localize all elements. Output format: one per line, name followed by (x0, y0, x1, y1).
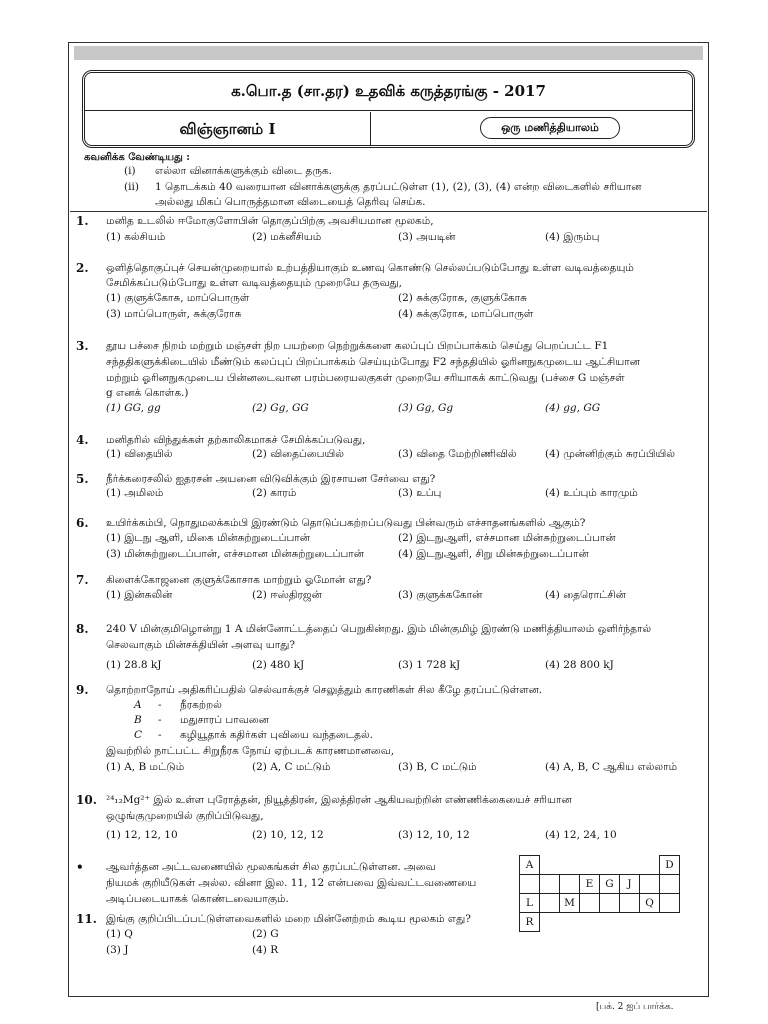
grid-cell (540, 856, 560, 875)
grid-cell: J (620, 875, 640, 894)
question-text: நீர்க்கரைசலில் ஐதரசன் அயனை விடுவிக்கும் இரசாயன சேர்வை எது? (106, 473, 436, 485)
grid-cell: R (520, 913, 540, 932)
option-1: (1) குளுக்கோசு, மாப்பொருள் (106, 292, 250, 304)
option-2: (2) Gg, GG (252, 402, 309, 414)
option-2: (2) ஈஸ்திரஜன் (252, 589, 322, 601)
option-4: (4) சுக்குரோசு, மாப்பொருள் (398, 308, 534, 320)
option-2: (2) காரம் (252, 487, 297, 499)
option-2: (2) விதைப்பையில் (252, 448, 344, 460)
question-number: 4. (76, 433, 89, 447)
question-text: 240 V மின்குமிழொன்று 1 A மின்னோட்டத்தைப் பெறுகின்றது. இம் மின்குமிழ் இரண்டு மணித்தியாலம் ஒளிர்ந்தால் (106, 623, 652, 635)
grid-cell (600, 894, 620, 913)
question-text: ஒளித்தொகுப்புச் செயன்முறையால் உற்பத்தியாகும் உணவு கொண்டு செல்லப்படும்போது உள்ள வடிவத்தையும் (106, 262, 634, 274)
instruction-text: எல்லா வினாக்களுக்கும் விடை தருக. (155, 165, 333, 177)
option-1: (1) 28.8 kJ (106, 659, 162, 671)
option-3: (3) B, C மட்டும் (398, 761, 477, 773)
question-text: ஒழுங்குமுறையில் குறிப்பிடுவது, (106, 810, 264, 822)
exam-title: க.பொ.த (சா.தர) உதவிக் கருத்தரங்கு - 2017 (85, 73, 692, 111)
statement-text: கழியூதாக் கதிர்கள் புவியை வந்தடைதல். (180, 729, 374, 741)
periodic-table-grid (519, 855, 680, 932)
question-number: 9. (76, 683, 89, 697)
subject-label: விஞ்ஞானம் I (85, 112, 371, 146)
grid-cell (660, 875, 680, 894)
option-3: (3) உப்பு (398, 487, 442, 499)
instructions-heading: கவனிக்க வேண்டியது : (84, 152, 190, 163)
grid-cell (640, 913, 660, 932)
question-number: 7. (76, 573, 89, 587)
question-text: g எனக் கொள்க.) (106, 387, 189, 399)
statement-text: மதுசாரப் பாவனை (180, 714, 269, 726)
grid-cell (600, 856, 620, 875)
question-number: 6. (76, 516, 89, 530)
option-3: (3) விதை மேற்றிணிவில் (398, 448, 517, 460)
option-4: (4) gg, GG (545, 402, 601, 414)
question-number: 10. (76, 793, 97, 807)
option-1: (1) அமிலம் (106, 487, 164, 499)
option-3: (3) மின்சுற்றுடைப்பான், எச்சமான மின்சுற்றுடைப்பான் (106, 548, 364, 560)
bullet: • (76, 860, 84, 874)
question-number: 3. (76, 339, 89, 353)
instruction-num: (ii) (124, 181, 139, 193)
statement-text: நீரகற்றல் (180, 699, 222, 711)
instruction-text: 1 தொடக்கம் 40 வரையான வினாக்களுக்கு தரப்பட்டுள்ள (1), (2), (3), (4) என்ற விடைகளில் சரியான (155, 181, 642, 193)
question-text: தூய பச்சை நிறம் மற்றும் மஞ்சள் நிற பயற்றை நெற்றுக்களை கலப்புப் பிறப்பாக்கம் செய்து பெறப்பட்ட F1 (106, 340, 609, 352)
statement-key: A (134, 699, 142, 711)
grid-cell: E (580, 875, 600, 894)
question-text: சந்ததிகளுக்கிடையில் மீண்டும் கலப்புப் பிறப்பாக்கம் செய்யும்போது F2 சந்ததியில் ஓரினநுகமுடைய ஆட்சியான (106, 356, 640, 368)
question-number: 11. (76, 912, 97, 926)
grid-cell: A (520, 856, 540, 875)
question-text: இவற்றில் நாட்பட்ட சிறுநீரக நோய் ஏற்படக் காரணமானவை, (106, 745, 395, 757)
grid-cell (640, 875, 660, 894)
option-1: (1) கல்சியம் (106, 231, 166, 243)
dash: - (158, 729, 162, 741)
option-1: (1) A, B மட்டும் (106, 761, 185, 773)
option-3: (3) Gg, Gg (398, 402, 454, 414)
option-3: (3) J (106, 944, 129, 956)
option-2: (2) G (252, 928, 279, 940)
option-3: (3) 1 728 kJ (398, 659, 461, 671)
option-1: (1) இடநு ஆளி, மிகை மின்சுற்றுடைப்பான் (106, 532, 310, 544)
option-1: (1) 12, 12, 10 (106, 829, 178, 841)
question-number: 2. (76, 261, 89, 275)
note-text: நியமக் குறியீடுகள் அல்ல. வினா இல. 11, 12 என்பவை இவ்வட்டவணையை (106, 877, 477, 889)
option-4: (4) R (252, 944, 279, 956)
duration-badge: ஒரு மணித்தியாலம் (480, 117, 620, 139)
question-number: 8. (76, 622, 89, 636)
exam-header (82, 70, 695, 148)
option-4: (4) 28 800 kJ (545, 659, 614, 671)
option-4: (4) இடநுஆளி, சிறு மின்சுற்றுடைப்பான் (398, 548, 589, 560)
grid-cell: M (560, 894, 580, 913)
grid-cell (660, 913, 680, 932)
question-text: சேமிக்கப்படும்போது உள்ள வடிவத்தையும் முறையே தருவது, (106, 277, 402, 289)
option-4: (4) இரும்பு (545, 231, 600, 243)
option-4: (4) முன்னிற்கும் சுரப்பியில் (545, 448, 675, 460)
option-2: (2) சுக்குரோசு, குளுக்கோசு (398, 292, 527, 304)
option-1: (1) Q (106, 928, 133, 940)
question-text: செலவாகும் மின்சக்தியின் அளவு யாது? (106, 639, 295, 651)
dash: - (158, 699, 162, 711)
option-2: (2) 10, 12, 12 (252, 829, 324, 841)
grid-cell (540, 894, 560, 913)
question-text: தொற்றாநோய் அதிகரிப்பதில் செல்வாக்குச் செலுத்தும் காரணிகள் சில கீழே தரப்பட்டுள்ளன. (106, 684, 543, 696)
option-1: (1) விதையில் (106, 448, 173, 460)
option-2: (2) மக்னீசியம் (252, 231, 322, 243)
option-4: (4) தைரொட்சின் (545, 589, 626, 601)
question-text: மனித உடலில் ஈமோகுளோபின் தொகுப்பிற்கு அவசியமான மூலகம், (106, 215, 434, 227)
question-text: ²⁴₁₂Mg²⁺ இல் உள்ள புரோத்தன், நியூத்திரன், இலத்திரன் ஆகியவற்றின் எண்ணிக்கையைச் சரியான (106, 794, 572, 806)
option-2: (2) A, C மட்டும் (252, 761, 331, 773)
option-1: (1) GG, gg (106, 402, 161, 414)
option-3: (3) அயடின் (398, 231, 456, 243)
grid-cell: D (660, 856, 680, 875)
note-text: ஆவர்த்தன அட்டவணையில் மூலகங்கள் சில தரப்பட்டுள்ளன. அவை (106, 861, 436, 873)
grid-cell (560, 875, 580, 894)
option-4: (4) A, B, C ஆகிய எல்லாம் (545, 761, 678, 773)
option-2: (2) 480 kJ (252, 659, 305, 671)
question-number: 1. (76, 214, 89, 228)
grid-cell (540, 875, 560, 894)
grid-cell (620, 894, 640, 913)
option-4: (4) 12, 24, 10 (545, 829, 617, 841)
question-text: உயிர்க்கம்பி, நொதுமலக்கம்பி இரண்டும் தொடுப்பகற்றப்படுவது பின்வரும் எச்சாதனங்களில் ஆகும்? (106, 517, 586, 529)
grid-cell (540, 913, 560, 932)
question-text: மனிதரில் விந்துக்கள் தற்காலிகமாகச் சேமிக்கப்படுவது, (106, 434, 366, 446)
grid-cell (580, 856, 600, 875)
question-text: கிளைக்கோஜனை குளுக்கோசாக மாற்றும் ஓமோன் எது? (106, 574, 372, 586)
grid-cell: G (600, 875, 620, 894)
option-3: (3) 12, 10, 12 (398, 829, 470, 841)
grid-cell: L (520, 894, 540, 913)
instruction-text: அல்லது மிகப் பொருத்தமான விடையைத் தெரிவு செய்க. (155, 196, 426, 208)
statement-key: B (134, 714, 142, 726)
instruction-num: (i) (124, 165, 136, 177)
note-text: அடிப்படையாகக் கொண்டவையாகும். (106, 893, 289, 905)
grid-cell: Q (640, 894, 660, 913)
grid-cell (580, 913, 600, 932)
statement-key: C (134, 729, 143, 741)
grid-cell (560, 856, 580, 875)
question-text: மற்றும் ஓரினநுகமுடைய பின்னடைவான பரம்பரையலகுகள் முறையே சரியாகக் காட்டுவது (பச்சை G மஞ்சள் (106, 372, 625, 384)
page-footer: [பக். 2 ஐப் பார்க்க. (596, 1002, 674, 1012)
grid-cell (640, 856, 660, 875)
option-4: (4) உப்பும் காரமும் (545, 487, 638, 499)
divider (70, 211, 707, 212)
grid-cell (560, 913, 580, 932)
grid-cell (600, 913, 620, 932)
dash: - (158, 714, 162, 726)
grid-cell (580, 894, 600, 913)
question-text: இங்கு குறிப்பிடப்பட்டுள்ளவைகளில் மறை மின்னேற்றம் கூடிய மூலகம் எது? (106, 913, 471, 925)
option-1: (1) இன்சுலின் (106, 589, 173, 601)
option-2: (2) இடநுஆளி, எச்சமான மின்சுற்றுடைப்பான் (398, 532, 616, 544)
option-3: (3) மாப்பொருள், சுக்குரோசு (106, 308, 242, 320)
grid-cell (620, 913, 640, 932)
grid-cell (520, 875, 540, 894)
grid-cell (660, 894, 680, 913)
question-number: 5. (76, 472, 89, 486)
option-3: (3) குளுக்ககோன் (398, 589, 483, 601)
grid-cell (620, 856, 640, 875)
